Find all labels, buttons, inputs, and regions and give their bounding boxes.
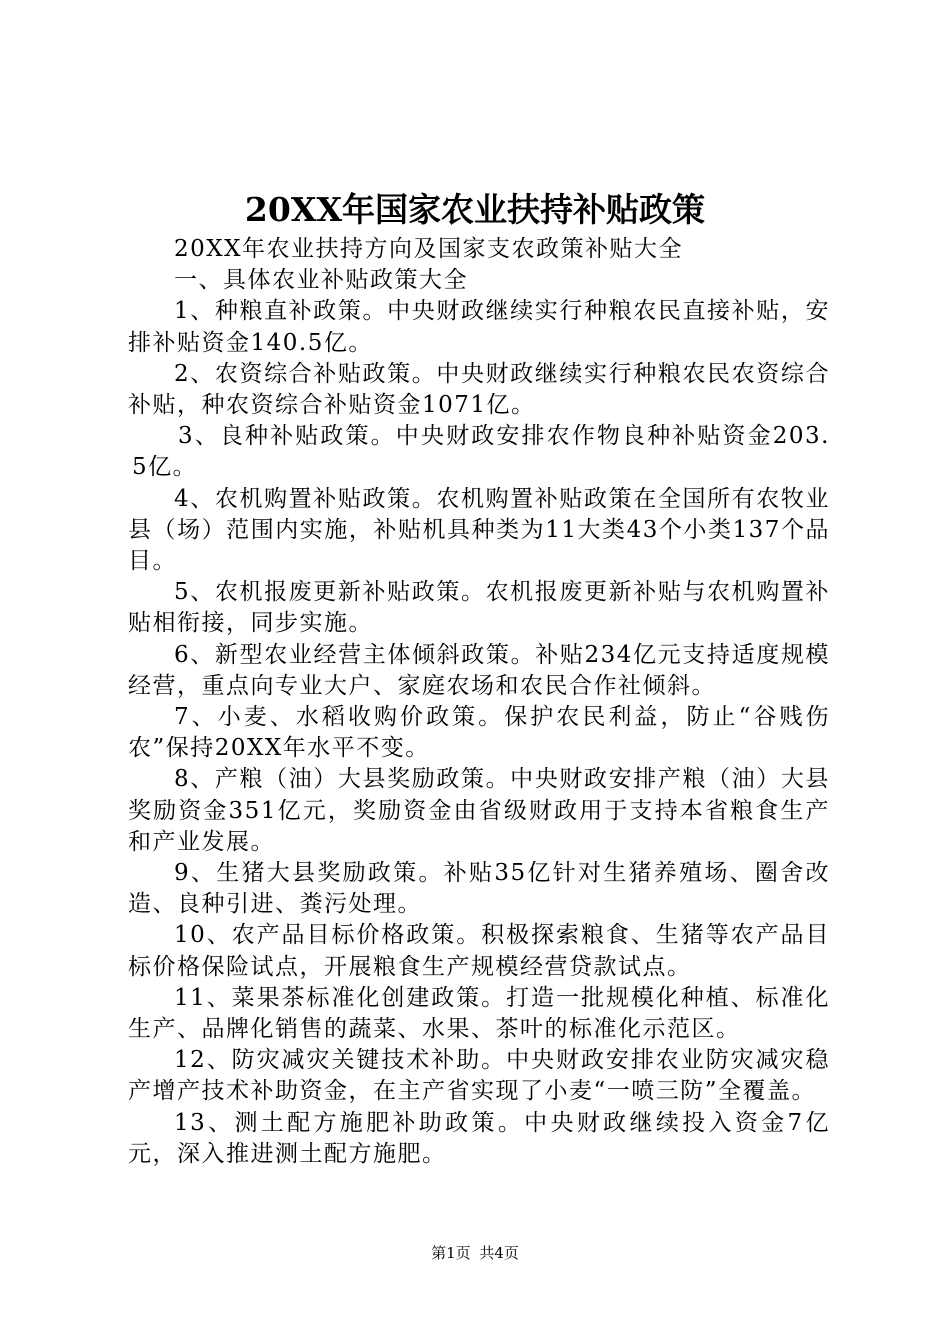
page-footer xyxy=(0,1242,950,1264)
paragraph-subtitle: 20XX年农业扶持方向及国家支农政策补贴大全 xyxy=(174,236,684,262)
document-body xyxy=(128,234,830,1170)
paragraph-item-9: 9、生猪大县奖励政策。补贴35亿针对生猪养殖场、圈舍改造、良种引进、粪污处理。 xyxy=(128,860,830,918)
paragraph-item-11: 11、菜果茶标准化创建政策。打造一批规模化种植、标准化生产、品牌化销售的蔬菜、水果、茶叶的标准化示范区。 xyxy=(128,984,830,1043)
paragraph-item-4: 4、农机购置补贴政策。农机购置补贴政策在全国所有农牧业县（场）范围内实施，补贴机具种类为11大类43个小类137个品目。 xyxy=(128,485,830,575)
paragraph-item-13: 13、测土配方施肥补助政策。中央财政继续投入资金7亿元，深入推进测土配方施肥。 xyxy=(128,1109,830,1167)
paragraph-item-3: 3、良种补贴政策。中央财政安排农作物良种补贴资金203.5亿。 xyxy=(132,423,830,481)
paragraph-item-7: 7、小麦、水稻收购价政策。保护农民利益，防止“谷贱伤农”保持20XX年水平不变。 xyxy=(128,704,830,762)
paragraph-item-10: 10、农产品目标价格政策。积极探索粮食、生猪等农产品目标价格保险试点，开展粮食生产规模经营贷款试点。 xyxy=(128,922,830,980)
page-total: 共4页 xyxy=(479,1244,519,1262)
paragraph-item-6: 6、新型农业经营主体倾斜政策。补贴234亿元支持适度规模经营，重点向专业大户、家庭农场和农民合作社倾斜。 xyxy=(128,641,830,699)
paragraph-item-2: 2、农资综合补贴政策。中央财政继续实行种粮农民农资综合补贴，种农资综合补贴资金1071亿。 xyxy=(128,360,830,419)
paragraph-item-8: 8、产粮（油）大县奖励政策。中央财政安排产粮（油）大县奖励资金351亿元，奖励资金由省级财政用于支持本省粮食生产和产业发展。 xyxy=(128,766,830,855)
page-number: 第1页 xyxy=(431,1244,471,1262)
paragraph-item-5: 5、农机报废更新补贴政策。农机报废更新补贴与农机购置补贴相衔接，同步实施。 xyxy=(128,579,830,637)
paragraph-item-12: 12、防灾减灾关键技术补助。中央财政安排农业防灾减灾稳产增产技术补助资金，在主产省实现了小麦“一喷三防”全覆盖。 xyxy=(128,1047,830,1105)
paragraph-item-1: 1、种粮直补政策。中央财政继续实行种粮农民直接补贴，安排补贴资金140.5亿。 xyxy=(128,298,830,356)
paragraph-section-heading: 一、具体农业补贴政策大全 xyxy=(174,267,468,294)
document-title: 20XX年国家农业扶持补贴政策 xyxy=(244,190,706,229)
